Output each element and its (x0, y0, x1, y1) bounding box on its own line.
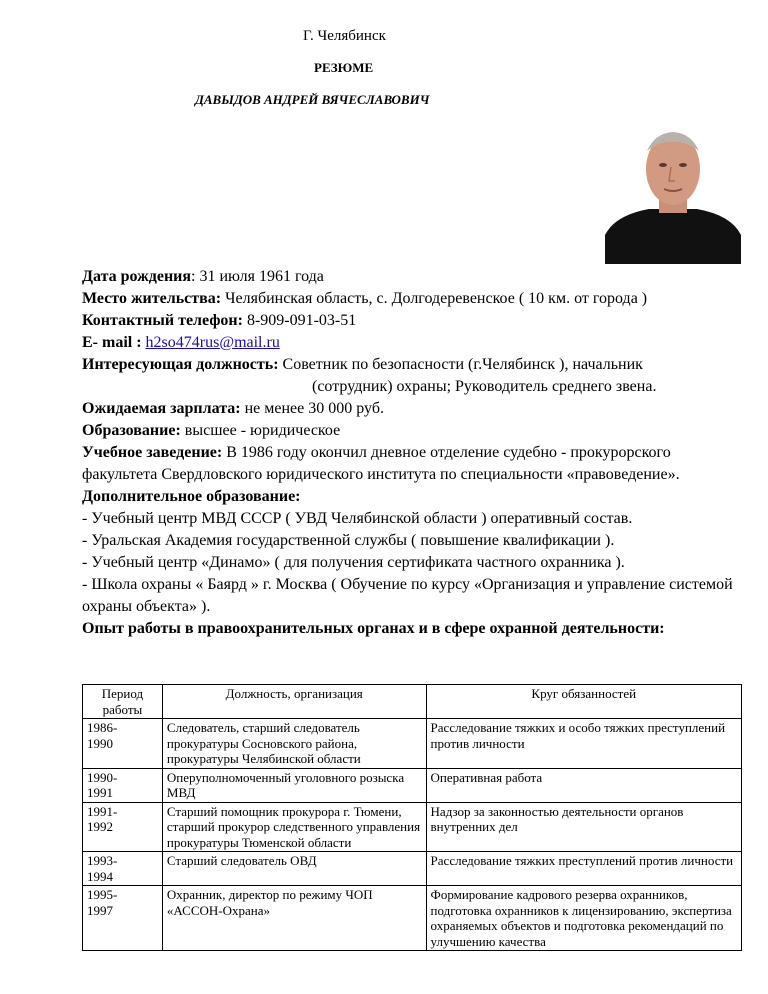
position-value-line2: (сотрудник) охраны; Руководитель среднего звена. (312, 378, 657, 395)
residence-value: Челябинская область, с. Долгодеревенское ( 10 км. от города ) (221, 290, 648, 307)
salary-row (82, 398, 742, 420)
period-cell: 1991- 1992 (83, 802, 163, 852)
column-header-position: Должность, организация (162, 685, 426, 719)
birth-date-value: : 31 июля 1961 года (191, 268, 324, 285)
residence-row (82, 288, 742, 310)
duties-cell: Надзор за законностью деятельности органов внутренних дел (426, 802, 741, 852)
person-name: ДАВЫДОВ АНДРЕЙ ВЯЧЕСЛАВОВИЧ (195, 92, 430, 107)
email-label: E- mail : (82, 334, 142, 351)
position-cell: Охранник, директор по режиму ЧОП «АССОН-Охрана» (162, 886, 426, 951)
email-row (82, 332, 742, 354)
period-cell: 1995- 1997 (83, 886, 163, 951)
position-cell: Следователь, старший следователь прокуратуры Сосновского района, прокуратуры Челябинской области (162, 719, 426, 769)
table-row (83, 886, 742, 951)
residence-label: Место жительства: (82, 290, 222, 307)
duties-cell: Оперативная работа (426, 768, 741, 802)
duties-cell: Расследование тяжких преступлений против личности (426, 852, 741, 886)
position-cell: Старший следователь ОВД (162, 852, 426, 886)
city-heading: Г. Челябинск (303, 28, 386, 44)
salary-value: не менее 30 000 руб. (240, 400, 384, 417)
phone-label: Контактный телефон: (82, 312, 243, 329)
experience-label: Опыт работы в правоохранительных органах и в сфере охранной деятельности: (82, 620, 665, 637)
experience-heading (82, 618, 742, 640)
table-row (83, 719, 742, 769)
position-cell: Старший помощник прокурора г. Тюмени, старший прокурор следственного управления прокуратуры Тюменской области (162, 802, 426, 852)
additional-education-item: - Уральская Академия государственной службы ( повышение квалификации ). (82, 532, 615, 549)
position-row (82, 354, 742, 376)
additional-education-label: Дополнительное образование: (82, 488, 301, 505)
column-header-period: Период работы (83, 685, 163, 719)
phone-value: 8-909-091-03-51 (242, 312, 357, 329)
column-header-duties: Круг обязанностей (426, 685, 741, 719)
phone-row (82, 310, 742, 332)
institution-label: Учебное заведение: (82, 444, 223, 461)
document-title: РЕЗЮМЕ (314, 60, 374, 75)
duties-cell: Формирование кадрового резерва охранников, подготовка охранников к лицензированию, экспертиза охраняемых объектов и подготовка рекомендаций по улучшению качества (426, 886, 741, 951)
additional-education-item: - Учебный центр «Динамо» ( для получения сертификата частного охранника ). (82, 554, 625, 571)
email-link[interactable]: h2so474rus@mail.ru (145, 334, 280, 351)
table-row (83, 768, 742, 802)
birth-date-row (82, 266, 742, 288)
position-value-line1: Советник по безопасности (г.Челябинск ), начальник (278, 356, 643, 373)
personal-info (82, 266, 742, 640)
education-value: высшее - юридическое (180, 422, 341, 439)
additional-education-item: - Школа охраны « Баярд » г. Москва ( Обучение по курсу «Организация и управление системой охраны объекта» ). (82, 576, 733, 615)
profile-photo (605, 127, 741, 264)
institution-value: В 1986 году окончил дневное отделение судебно - прокурорского факультета Свердловского юридического института по специальности «правоведение». (82, 444, 680, 483)
table-row (83, 852, 742, 886)
period-cell: 1986- 1990 (83, 719, 163, 769)
education-row (82, 420, 742, 442)
table-header-row (83, 685, 742, 719)
position-cell: Оперуполномоченный уголовного розыска МВД (162, 768, 426, 802)
salary-label: Ожидаемая зарплата: (82, 400, 241, 417)
position-label: Интересующая должность: (82, 356, 279, 373)
period-cell: 1993- 1994 (83, 852, 163, 886)
birth-date-label: Дата рождения (82, 268, 192, 285)
additional-education-item: - Учебный центр МВД СССР ( УВД Челябинской области ) оперативный состав. (82, 510, 633, 527)
institution-row (82, 442, 742, 486)
duties-cell: Расследование тяжких и особо тяжких преступлений против личности (426, 719, 741, 769)
education-label: Образование: (82, 422, 181, 439)
table-row (83, 802, 742, 852)
additional-education-heading (82, 486, 742, 508)
experience-table (82, 684, 742, 951)
period-cell: 1990- 1991 (83, 768, 163, 802)
